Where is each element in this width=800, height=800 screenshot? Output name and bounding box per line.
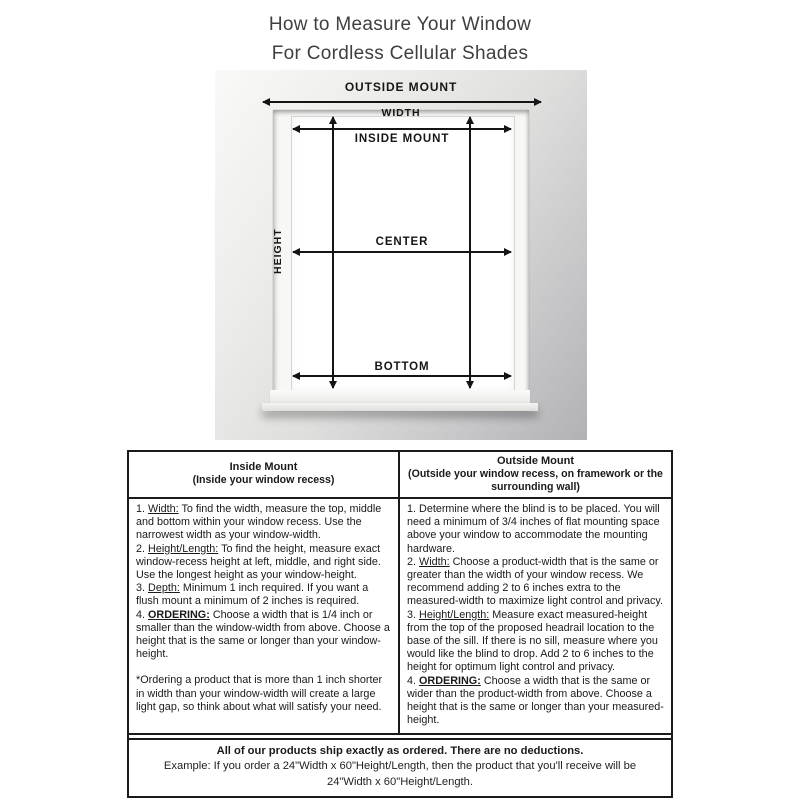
page-title-line1: How to Measure Your Window [268,14,532,35]
window-sill-lip [262,403,538,411]
instruction-item: 4. ORDERING: Choose a width that is 1/4 inch or smaller than the window-width from above. Choose a height that is the same or longer than your window-height. [136,608,390,661]
outside-mount-title: Outside Mount [497,455,574,467]
width-label: WIDTH [381,107,421,119]
inside-mount-title: Inside Mount [229,461,298,474]
instruction-item: 3. Height/Length: Measure exact measured-height from the top of the proposed headrail location to the base of the sill. If there is no sill, measure where you would like the blind to drop. Add 2 to 6 inches to the height for optimum light control and privacy. [407,608,658,674]
window-sill [270,390,530,403]
instruction-item: 1. Determine where the blind is to be placed. You will need a minimum of 3/4 inches of flat mounting space above your window to accommodate the mounting hardware. [407,503,660,555]
inside-mount-label: INSIDE MOUNT [354,133,450,145]
window-photo [215,70,587,440]
inside-mount-instructions [129,499,400,733]
shipping-note-line1: All of our products ship exactly as ordered. There are no deductions. [216,745,584,758]
bottom-arrow-icon [293,375,511,377]
shipping-note-line3: 24"Width x 60"Height/Length. [326,775,473,788]
table-body-row [129,499,671,733]
shipping-note [129,738,671,796]
table-header-row [129,452,671,499]
instruction-item: 3. Depth: Minimum 1 inch required. If you want a flush mount a minimum of 2 inches is required. [136,582,369,608]
page-title-line2: For Cordless Cellular Shades [271,43,529,64]
page-title [0,10,800,68]
center-arrow-icon [293,251,511,253]
outside-mount-subtitle: (Outside your window recess, on framework or the surrounding wall) [408,468,663,493]
instruction-note: *Ordering a product that is more than 1 inch shorter in width than your window-width will create a large light gap, so think about what will satisfy your need. [136,674,383,713]
outside-mount-label: OUTSIDE MOUNT [344,80,458,94]
instruction-item: 2. Width: Choose a product-width that is the same or greater than the width of your window recess. We recommend adding 2 to 6 inches extra to the measured-width to maximize light control and privacy. [407,555,664,608]
height-arrow-left-icon [332,117,334,388]
outside-mount-instructions [400,499,671,733]
inside-mount-arrow-icon [293,128,511,130]
instruction-item: 1. Width: To find the width, measure the top, middle and bottom within your window recess. Use the narrowest width as your window-width. [136,503,382,542]
inside-mount-header [129,452,400,497]
shipping-note-line2: Example: If you order a 24"Width x 60"Height/Length, then the product that you'll receive will be [163,760,637,773]
measuring-instructions-table [127,450,673,798]
window-pane [291,116,515,391]
height-arrow-right-icon [469,117,471,388]
bottom-label: BOTTOM [374,361,430,373]
height-label: HEIGHT [272,228,284,274]
instruction-item: 4. ORDERING: Choose a width that is the same or wider than the product-width from above. Choose a height that is the same or longer than your measured-height. [407,674,664,727]
inside-mount-subtitle: (Inside your window recess) [192,474,335,487]
outside-mount-arrow-icon [263,101,541,103]
outside-mount-header [400,452,671,497]
center-label: CENTER [375,236,429,248]
instruction-item: 2. Height/Length: To find the height, measure exact window-recess height at left, middle, and right side. Use the longest height as your window-height. [136,542,381,582]
